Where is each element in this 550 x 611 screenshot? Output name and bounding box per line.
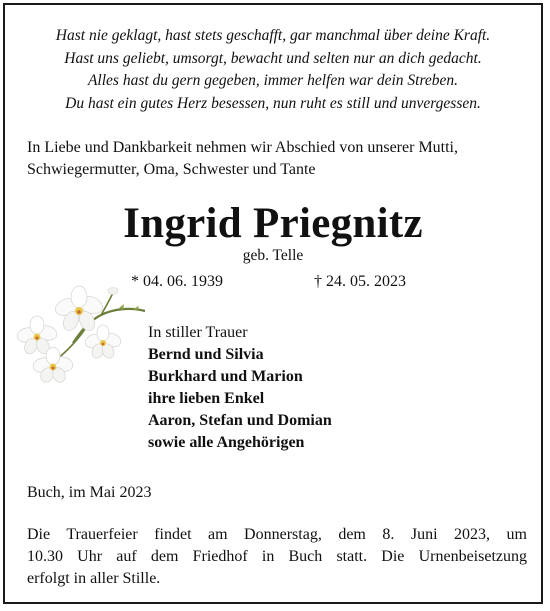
poem	[5, 25, 541, 115]
mourners-heading: In stiller Trauer	[148, 324, 248, 341]
mourners-block	[148, 322, 332, 454]
poem-line: Du hast ein gutes Herz besessen, nun ruht es still und unvergessen.	[65, 94, 481, 112]
maiden-name: geb. Telle	[242, 247, 304, 264]
intro-text	[27, 137, 527, 181]
mourner-name: sowie alle Angehörigen	[148, 434, 305, 451]
place-date: Buch, im Mai 2023	[27, 484, 152, 501]
funeral-line: Die Trauerfeier findet am Donnerstag, dem 8. Juni 2023, um	[27, 526, 527, 543]
mourner-name: Burkhard und Marion	[148, 368, 303, 385]
birth-date: * 04. 06. 1939	[131, 273, 223, 290]
mourner-name: ihre lieben Enkel	[148, 390, 265, 407]
poem-line: Hast nie geklagt, hast stets geschafft, gar manchmal über deine Kraft.	[55, 27, 491, 44]
mourner-name: Bernd und Silvia	[148, 346, 264, 363]
funeral-line: 10.30 Uhr auf dem Friedhof in Buch statt. Die Urnenbeisetzung	[27, 548, 527, 565]
poem-line: Alles hast du gern gegeben, immer helfen war dein Streben.	[87, 72, 459, 89]
white-orchid-icon	[15, 281, 150, 386]
funeral-line: erfolgt in aller Stille.	[27, 570, 161, 587]
death-date: † 24. 05. 2023	[314, 273, 406, 290]
intro-line: In Liebe und Dankbarkeit nehmen wir Abschied von unserer Mutti,	[27, 139, 458, 156]
mourner-name: Aaron, Stefan und Domian	[148, 412, 332, 429]
obituary-notice	[3, 3, 543, 604]
deceased-name: Ingrid Priegnitz	[123, 200, 423, 247]
intro-line: Schwiegermutter, Oma, Schwester und Tante	[27, 161, 316, 178]
poem-line: Hast uns geliebt, umsorgt, bewacht und selten nur an dich gedacht.	[64, 49, 482, 67]
funeral-info	[27, 524, 527, 590]
